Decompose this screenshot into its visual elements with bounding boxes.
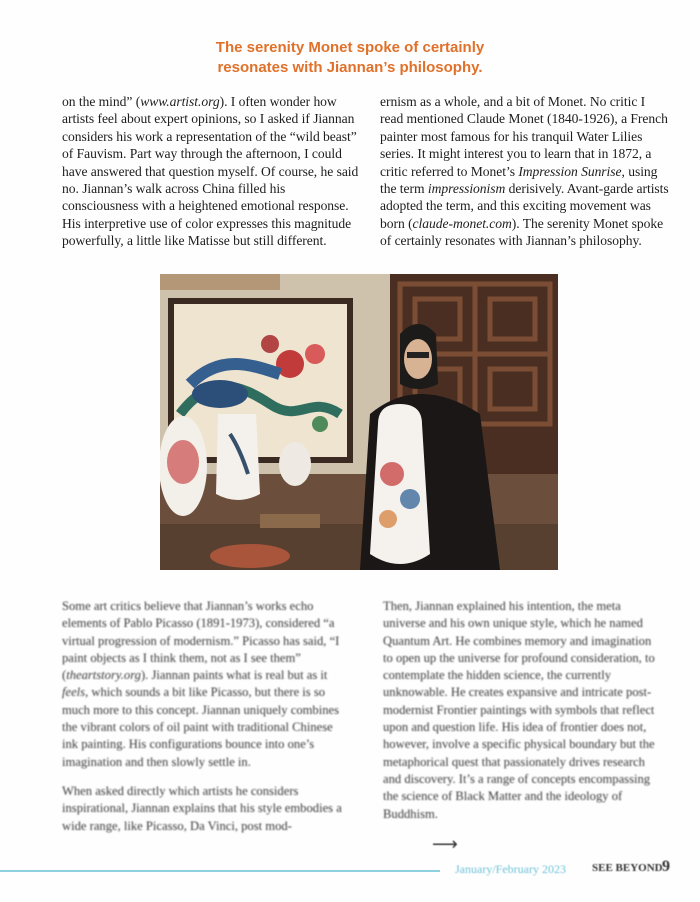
paragraph	[380, 93, 670, 250]
paragraph: When asked directly which artists he considers inspirational, Jiannan explains that his style embodies a wide range, like Picasso, Da Vinci, post mod-	[62, 783, 342, 833]
text-run: on the mind” (	[62, 94, 141, 109]
article-column-top-right	[380, 93, 670, 250]
pull-quote	[120, 38, 580, 78]
pull-quote-line-1: The serenity Monet spoke of certainly	[215, 39, 485, 56]
text-run: ernism as a whole, and a bit of Monet. No critic I read mentioned Claude Monet (1840-1926), a French painter most famous for his tranquil Water Lilies series. It might interest you to learn that in 1872, a critic referred to Monet’s	[380, 94, 668, 179]
text-run: derisively. Avant-garde artists adopted the term, and this exciting movement was born (	[380, 181, 669, 231]
right-arrow-icon: ⟶	[432, 834, 458, 855]
photo-illustration	[160, 274, 558, 570]
text-run: , which sounds a bit like Picasso, but there is so much more to this concept. Jiannan uniquely combines the vibrant colors of oil paint with traditional Chinese ink painting. His configurations bounce into one’s imagination and then slowly settle in.	[62, 685, 340, 769]
artist-photo	[160, 274, 558, 570]
issue-date: January/February 2023	[455, 862, 566, 876]
paragraph	[62, 93, 362, 250]
page-number: 9	[662, 858, 670, 875]
term: impressionism	[427, 181, 506, 197]
pull-quote-line-2: resonates with Jiannan’s philosophy.	[217, 59, 483, 76]
text-run: ). I often wonder how artists feel about expert opinions, so I asked if Jiannan considers his work a representation of the “wild beast” of Fauvism. Part way through the afternoon, I could have answered that question myself. Of course, he said no. Jiannan’s walk across China filled his consciousness with a heightened emotional response. His interpretive use of color expresses this magnitude powerfully, a little like Matisse but still different.	[62, 94, 359, 249]
text-run: , using the term	[380, 163, 658, 197]
text-run: Some art critics believe that Jiannan’s works echo elements of Pablo Picasso (1891-1973), considered “a virtual progression of modernism.” Picasso has said, “I paint objects as I think them, not as I see them” (	[62, 599, 340, 683]
article-column-bottom-left	[62, 598, 347, 847]
artwork-title: Impression Sunrise	[518, 163, 622, 179]
emphasis: feels	[62, 685, 86, 700]
article-column-top-left	[62, 93, 362, 250]
paragraph	[62, 598, 347, 771]
citation-link: claude-monet.com	[412, 215, 512, 231]
paragraph: Then, Jiannan explained his intention, the meta universe and his own unique style, which he named Quantum Art. He combines memory and imagination to open up the universe for profound consideration, to contemplate the hidden science, the currently unknowable. He creates expansive and intricate post-modernist Frontier paintings with symbols that reflect upon and question life. His idea of frontier does not, however, involve a specific physical boundary but the metaphorical quest that passionately drives research and discovery. It’s a range of concepts encompassing the science of Black Matter and the ideology of Buddhism.	[383, 599, 655, 821]
text-run: ). Jiannan paints what is real but as it	[140, 668, 328, 683]
article-column-bottom-right	[383, 598, 658, 835]
footer-rule	[0, 870, 440, 872]
text-run: ). The serenity Monet spoke of certainly resonates with Jiannan’s philosophy.	[380, 215, 664, 249]
citation-link: www.artist.org	[140, 94, 220, 109]
magazine-brand: SEE BEYOND	[592, 862, 663, 874]
citation-link: theartstory.org	[66, 668, 141, 683]
